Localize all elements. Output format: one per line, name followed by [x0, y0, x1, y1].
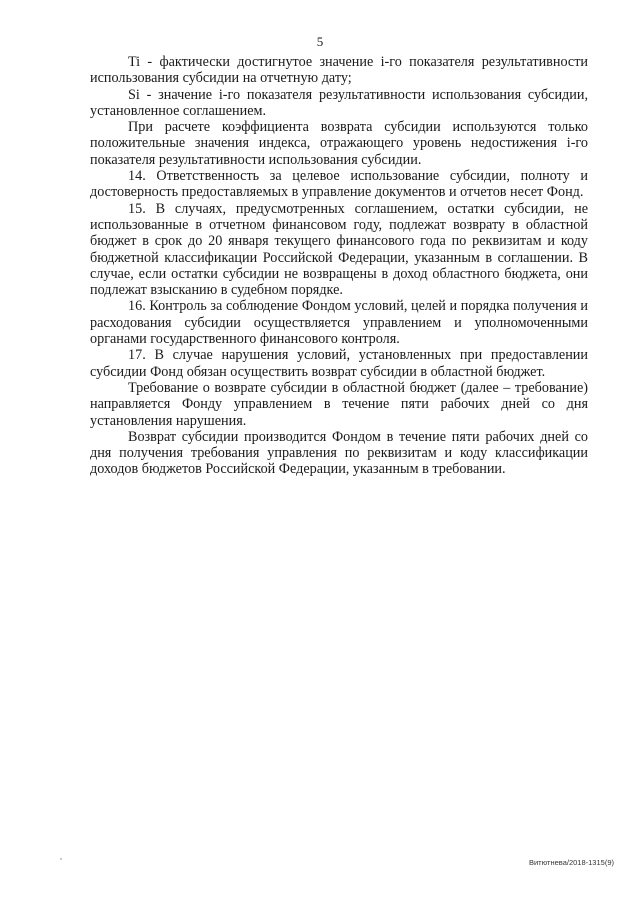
paragraph-return-requirement: Требование о возврате субсидии в областной бюджет (далее – требование) направляется Фонду управлением в течение пяти рабочих дней со дня установления нарушения. [90, 379, 588, 429]
footer-reference: Витютнева/2018-1315(9) [528, 858, 614, 867]
paragraph-clause-16: 16. Контроль за соблюдение Фондом условий, целей и порядка получения и расходования субсидии осуществляется управлением и уполномоченными органами государственного финансового контроля. [90, 298, 588, 348]
scan-artifact-dot [60, 858, 62, 860]
paragraph-return-procedure: Возврат субсидии производится Фондом в течение пяти рабочих дней со дня получения требования управления по реквизитам и коду классификации доходов бюджетов Российской Федерации, указанным в требовании. [90, 428, 588, 478]
paragraph-clause-14: 14. Ответственность за целевое использование субсидии, полноту и достоверность предоставляемых в управление документов и отчетов несет Фонд. [90, 168, 588, 201]
paragraph-clause-17: 17. В случае нарушения условий, установленных при предоставлении субсидии Фонд обязан осуществить возврат субсидии в областной бюджет. [90, 347, 588, 380]
paragraph-coefficient-note: При расчете коэффициента возврата субсидии используются только положительные значения индекса, отражающего уровень недостижения i-го показателя результативности использования субсидии. [90, 119, 588, 168]
page-number: 5 [316, 34, 324, 49]
paragraph-ti-definition: Ti - фактически достигнутое значение i-го показателя результативности использования субсидии на отчетную дату; [90, 54, 588, 87]
document-body [90, 54, 588, 478]
paragraph-clause-15: 15. В случаях, предусмотренных соглашением, остатки субсидии, не использованные в отчетном финансовом году, подлежат возврату в областной бюджет в срок до 20 января текущего финансового года по реквизитам и коду бюджетной классификации Российской Федерации, указанным в соглашении. В случае, если остатки субсидии не возвращены в доход областного бюджета, они подлежат взысканию в судебном порядке. [90, 200, 588, 299]
paragraph-si-definition: Si - значение i-го показателя результативности использования субсидии, установленное соглашением. [90, 86, 588, 119]
